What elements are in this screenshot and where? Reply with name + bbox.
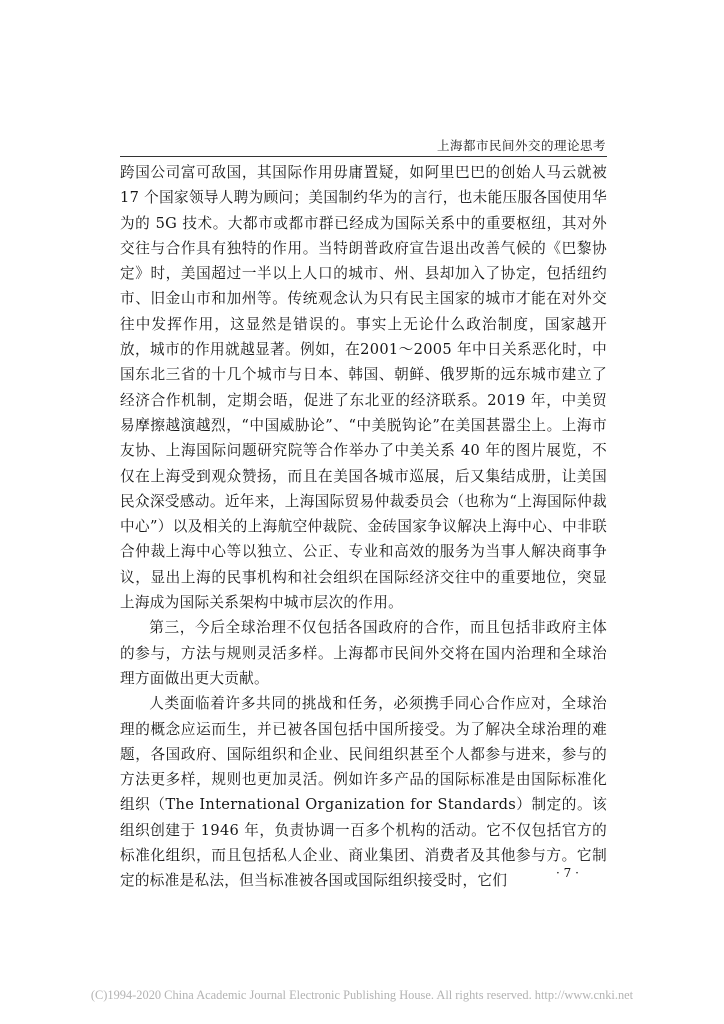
page-number: · 7 · [556,866,579,880]
paragraph-2: 第三，今后全球治理不仅包括各国政府的合作，而且包括非政府主体的参与，方法与规则灵活多样。上海都市民间外交将在国内治理和全球治理方面做出更大贡献。 [120,619,607,687]
running-header-title: 上海都市民间外交的理论思考 [436,138,606,153]
paragraph-3: 人类面临着许多共同的挑战和任务，必须携手同心合作应对，全球治理的概念应运而生，并已被各国包括中国所接受。为了解决全球治理的难题，各国政府、国际组织和企业、民间组织甚至个人都参与进来，参与的方法更多样，规则也更加灵活。例如许多产品的国际标准是由国际标准化组织（The International Organization for Standards）制定的。该组织创建于 1946 年，负责协调一百多个机构的活动。它不仅包括官方的标准化组织，而且包括私人企业、商业集团、消费者及其他参与方。它制定的标准是私法，但当标准被各国或国际组织接受时，它们 [120,695,607,890]
copyright-footer: (C)1994-2020 China Academic Journal Electronic Publishing House. All rights reserved. http://www.cnki.net [90,988,634,1002]
article-body [120,160,607,894]
paragraph-1: 跨国公司富可敌国，其国际作用毋庸置疑，如阿里巴巴的创始人马云就被 17 个国家领导人聘为顾问；美国制约华为的言行，也未能压服各国使用华为的 5G 技术。大都市或都市群已经成为国际关系中的重要枢纽，其对外交往与合作具有独特的作用。当特朗普政府宣告退出改善气候的《巴黎协定》时，美国超过一半以上人口的城市、州、县却加入了协定，包括纽约市、旧金山市和加州等。传统观念认为只有民主国家的城市才能在对外交往中发挥作用，这显然是错误的。事实上无论什么政治制度，国家越开放，城市的作用就越显著。例如，在2001～2005 年中日关系恶化时，中国东北三省的十几个城市与日本、韩国、朝鲜、俄罗斯的远东城市建立了经济合作机制，定期会晤，促进了东北亚的经济联系。2019 年，中美贸易摩擦越演越烈，“中国威胁论”、“中美脱钩论”在美国甚嚣尘上。上海市友协、上海国际问题研究院等合作举办了中美关系 40 年的图片展览，不仅在上海受到观众赞扬，而且在美国各城市巡展，后又集结成册，让美国民众深受感动。近年来，上海国际贸易仲裁委员会（也称为“上海国际仲裁中心”）以及相关的上海航空仲裁院、金砖国家争议解决上海中心、中非联合仲裁上海中心等以独立、公正、专业和高效的服务为当事人解决商事争议，显出上海的民事机构和社会组织在国际经济交往中的重要地位，突显上海成为国际关系架构中城市层次的作用。 [120,164,607,612]
header-rule [120,156,607,157]
